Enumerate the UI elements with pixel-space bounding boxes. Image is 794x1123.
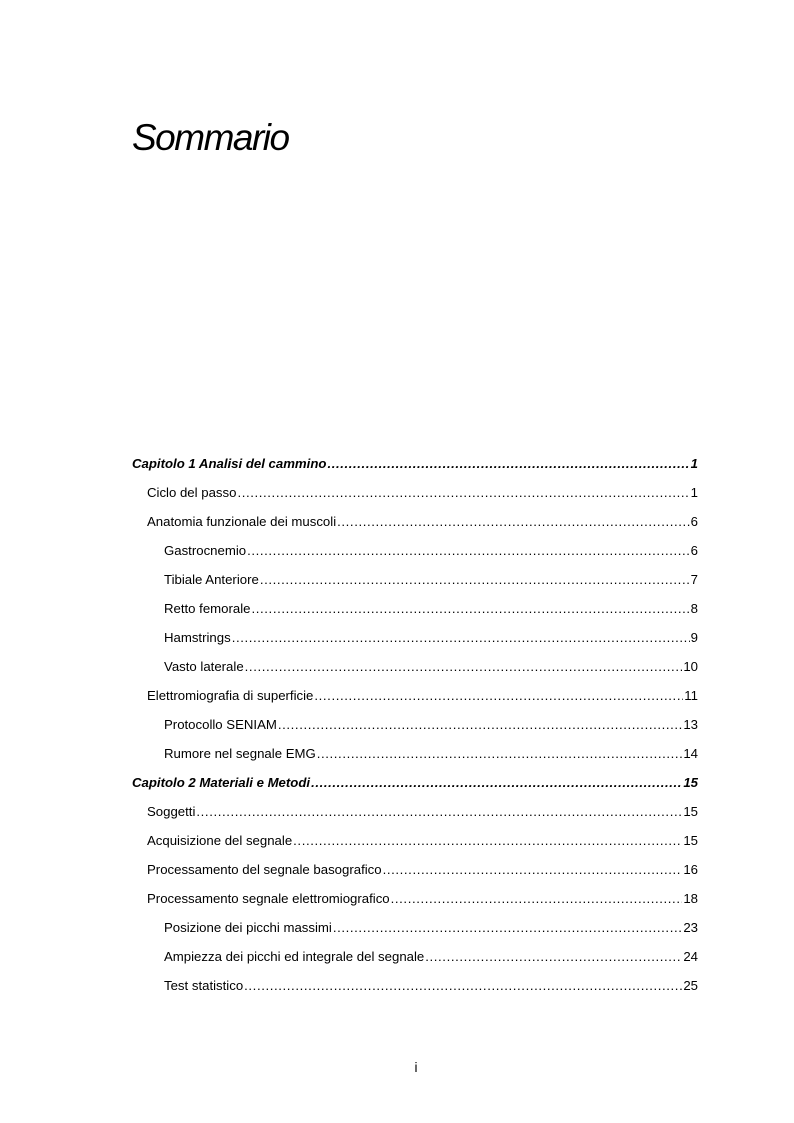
toc-entry-page: 8 bbox=[690, 601, 698, 616]
toc-entry-label: Soggetti bbox=[147, 804, 196, 819]
toc-entry[interactable] bbox=[132, 449, 698, 478]
toc-entry-label: Processamento segnale elettromiografico bbox=[147, 891, 390, 906]
toc-leader-dots bbox=[391, 884, 683, 913]
toc-entry-label: Gastrocnemio bbox=[164, 543, 247, 558]
page-number: i bbox=[414, 1060, 418, 1075]
toc-leader-dots bbox=[196, 797, 682, 826]
toc-entry-label: Anatomia funzionale dei muscoli bbox=[147, 514, 337, 529]
toc-entry[interactable] bbox=[132, 594, 698, 623]
toc-leader-dots bbox=[333, 913, 682, 942]
toc-entry-page: 15 bbox=[683, 775, 698, 790]
toc-entry-page: 13 bbox=[683, 717, 698, 732]
toc-leader-dots bbox=[327, 449, 689, 478]
toc-entry-page: 1 bbox=[690, 485, 698, 500]
toc-entry-label: Hamstrings bbox=[164, 630, 231, 645]
toc-entry-label: Processamento del segnale basografico bbox=[147, 862, 382, 877]
toc-entry-page: 15 bbox=[683, 833, 698, 848]
toc-entry-page: 9 bbox=[690, 630, 698, 645]
toc-entry-page: 15 bbox=[683, 804, 698, 819]
toc-entry[interactable] bbox=[132, 768, 698, 797]
toc-leader-dots bbox=[252, 594, 690, 623]
toc-entry-label: Ampiezza dei picchi ed integrale del segnale bbox=[164, 949, 425, 964]
toc-leader-dots bbox=[425, 942, 682, 971]
toc-entry-label: Test statistico bbox=[164, 978, 244, 993]
toc-entry-page: 25 bbox=[683, 978, 698, 993]
toc-leader-dots bbox=[278, 710, 682, 739]
toc-entry-label: Vasto laterale bbox=[164, 659, 244, 674]
toc-entry[interactable] bbox=[132, 739, 698, 768]
toc-entry-page: 10 bbox=[683, 659, 698, 674]
toc-entry[interactable] bbox=[132, 536, 698, 565]
toc-entry[interactable] bbox=[132, 913, 698, 942]
page-title: Sommario bbox=[132, 117, 289, 158]
toc-leader-dots bbox=[311, 768, 682, 797]
toc-leader-dots bbox=[337, 507, 690, 536]
toc-entry[interactable] bbox=[132, 565, 698, 594]
toc-entry-label: Acquisizione del segnale bbox=[147, 833, 293, 848]
toc-entry-page: 11 bbox=[684, 688, 698, 703]
toc-entry-page: 6 bbox=[690, 543, 698, 558]
toc-leader-dots bbox=[232, 623, 690, 652]
toc-entry[interactable] bbox=[132, 971, 698, 1000]
toc-entry[interactable] bbox=[132, 797, 698, 826]
toc-entry-label: Protocollo SENIAM bbox=[164, 717, 277, 732]
toc-leader-dots bbox=[314, 681, 683, 710]
toc-leader-dots bbox=[245, 652, 683, 681]
toc-entry[interactable] bbox=[132, 826, 698, 855]
toc-entry[interactable] bbox=[132, 478, 698, 507]
toc-leader-dots bbox=[237, 478, 689, 507]
table-of-contents bbox=[132, 449, 698, 1000]
toc-entry[interactable] bbox=[132, 884, 698, 913]
toc-entry-page: 1 bbox=[690, 456, 698, 471]
toc-entry-label: Rumore nel segnale EMG bbox=[164, 746, 316, 761]
toc-entry-label: Tibiale Anteriore bbox=[164, 572, 259, 587]
toc-entry[interactable] bbox=[132, 681, 698, 710]
toc-leader-dots bbox=[247, 536, 690, 565]
toc-entry-label: Capitolo 1 Analisi del cammino bbox=[132, 456, 327, 471]
toc-entry-page: 7 bbox=[690, 572, 698, 587]
toc-entry[interactable] bbox=[132, 855, 698, 884]
toc-entry[interactable] bbox=[132, 652, 698, 681]
toc-entry[interactable] bbox=[132, 710, 698, 739]
toc-entry-page: 14 bbox=[683, 746, 698, 761]
toc-entry-page: 18 bbox=[683, 891, 698, 906]
toc-entry-label: Ciclo del passo bbox=[147, 485, 237, 500]
toc-entry-page: 6 bbox=[690, 514, 698, 529]
toc-entry-page: 16 bbox=[683, 862, 698, 877]
toc-entry-label: Elettromiografia di superficie bbox=[147, 688, 314, 703]
toc-entry-label: Retto femorale bbox=[164, 601, 251, 616]
toc-leader-dots bbox=[317, 739, 683, 768]
toc-entry-page: 24 bbox=[683, 949, 698, 964]
toc-leader-dots bbox=[293, 826, 682, 855]
toc-entry[interactable] bbox=[132, 942, 698, 971]
toc-entry-page: 23 bbox=[683, 920, 698, 935]
toc-entry[interactable] bbox=[132, 623, 698, 652]
toc-leader-dots bbox=[383, 855, 683, 884]
toc-entry[interactable] bbox=[132, 507, 698, 536]
toc-entry-label: Capitolo 2 Materiali e Metodi bbox=[132, 775, 311, 790]
toc-leader-dots bbox=[260, 565, 690, 594]
toc-leader-dots bbox=[244, 971, 682, 1000]
toc-entry-label: Posizione dei picchi massimi bbox=[164, 920, 332, 935]
